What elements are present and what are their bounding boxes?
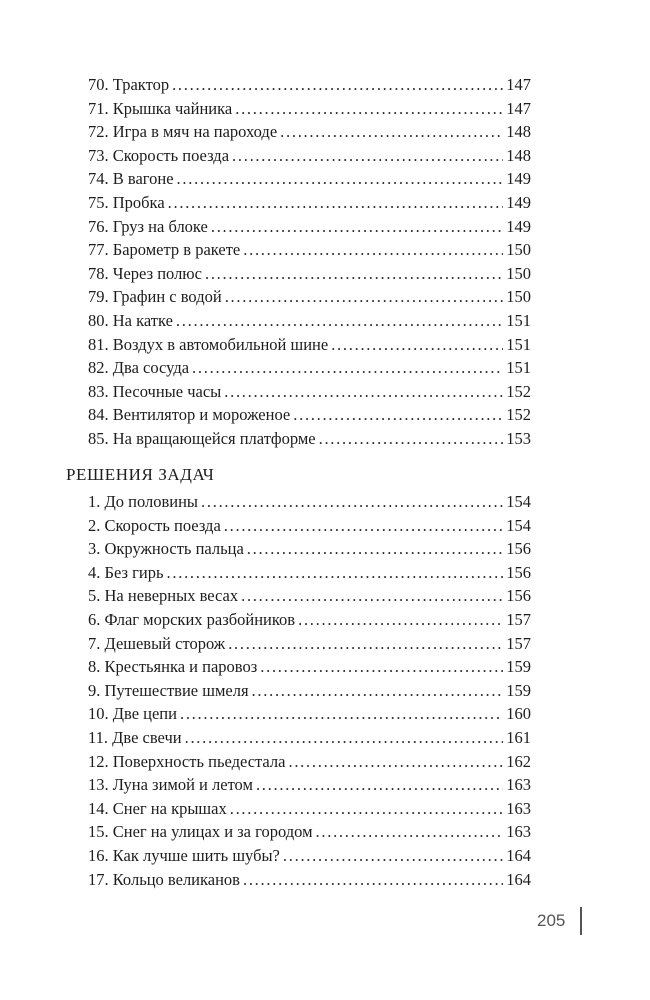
dot-leader	[260, 655, 503, 679]
toc-entry[interactable]	[88, 750, 531, 774]
toc-entry[interactable]	[88, 561, 531, 585]
toc-entry-page: 161	[506, 728, 531, 747]
toc-entry[interactable]	[88, 632, 531, 656]
toc-entry[interactable]	[88, 191, 531, 215]
section-heading: РЕШЕНИЯ ЗАДАЧ	[66, 465, 215, 484]
toc-entry-page: 164	[506, 869, 531, 889]
toc-entry-title: 8. Крестьянка и паровоз	[88, 657, 258, 677]
toc-entry-page: 156	[506, 539, 531, 559]
toc-entry[interactable]	[88, 403, 531, 427]
toc-entry[interactable]	[88, 380, 531, 404]
dot-leader	[293, 403, 503, 427]
toc-entry-page: 160	[506, 704, 531, 724]
toc-entry-page: 156	[506, 586, 531, 606]
toc-entry-page: 150	[506, 240, 531, 260]
toc-entry[interactable]	[88, 655, 531, 679]
toc-entry-page: 164	[506, 846, 531, 865]
toc-entry-page: 151	[506, 311, 531, 330]
dot-leader	[235, 97, 503, 121]
toc-entry[interactable]	[88, 262, 531, 286]
toc-entry-page: 152	[506, 405, 531, 425]
toc-entry-title: 81. Воздух в автомобильной шине	[88, 334, 329, 354]
toc-entry-page: 151	[506, 358, 531, 378]
toc-entry-page: 159	[506, 657, 531, 677]
dot-leader	[331, 333, 503, 357]
toc-entry-title: 83. Песочные часы	[88, 381, 222, 401]
toc-entry-title: 12. Поверхность пьедестала	[88, 751, 286, 771]
toc-entry-title: 5. На неверных весах	[88, 586, 239, 606]
toc-entry-title: 76. Груз на блоке	[88, 216, 208, 236]
toc-entry-title: 11. Две свечи	[88, 728, 182, 747]
toc-entry-page: 149	[506, 216, 531, 236]
toc-entry-page: 148	[506, 122, 531, 142]
toc-entry-title: 9. Путешествие шмеля	[88, 680, 249, 700]
dot-leader	[172, 73, 503, 97]
dot-leader	[280, 120, 503, 144]
page-number: 205	[537, 911, 566, 930]
toc-entry-page: 153	[506, 429, 531, 448]
toc-entry-title: 2. Скорость поезда	[88, 515, 221, 535]
dot-leader	[211, 215, 503, 239]
toc-entry-title: 17. Кольцо великанов	[88, 869, 240, 889]
toc-entry[interactable]	[88, 679, 531, 703]
toc-entry-page: 154	[506, 492, 531, 511]
toc-entry-page: 149	[506, 169, 531, 189]
toc-entry-title: 13. Луна зимой и летом	[88, 775, 253, 795]
toc-entry-title: 15. Снег на улицах и за городом	[88, 822, 313, 842]
toc-entry-page: 163	[506, 822, 531, 842]
toc-entry[interactable]	[88, 702, 531, 726]
dot-leader	[247, 537, 503, 561]
dot-leader	[230, 797, 504, 821]
toc-entry-page: 159	[506, 680, 531, 700]
dot-leader	[224, 514, 503, 538]
toc-entry[interactable]	[88, 490, 531, 514]
dot-leader	[243, 238, 503, 262]
toc-entry-page: 150	[506, 263, 531, 283]
dot-leader	[180, 702, 503, 726]
dot-leader	[176, 309, 503, 333]
toc-entry-title: 14. Снег на крышах	[88, 798, 227, 818]
toc-entry-page: 156	[506, 562, 531, 582]
toc-entry-title: 70. Трактор	[88, 75, 170, 94]
page-number-rule	[580, 907, 582, 935]
toc-entry-page: 147	[506, 98, 531, 118]
toc-entry-title: 75. Пробка	[88, 193, 165, 212]
toc-entry[interactable]	[88, 537, 531, 561]
toc-entry-title: 80. На катке	[88, 311, 173, 330]
dot-leader	[241, 584, 503, 608]
dot-leader	[205, 262, 503, 286]
toc-entry[interactable]	[88, 285, 531, 309]
toc-entry[interactable]	[88, 797, 531, 821]
toc-entry[interactable]	[88, 144, 531, 168]
dot-leader	[319, 427, 504, 451]
toc-entry-title: 7. Дешевый сторож	[88, 633, 226, 653]
toc-entry-page: 151	[506, 334, 531, 354]
toc-entry[interactable]	[88, 584, 531, 608]
toc-entry-title: 84. Вентилятор и мороженое	[88, 405, 291, 425]
toc-entry-page: 149	[506, 193, 531, 212]
dot-leader	[225, 285, 504, 309]
toc-entry[interactable]	[88, 868, 531, 892]
toc-entry-title: 78. Через полюс	[88, 263, 202, 283]
toc-entry[interactable]	[88, 120, 531, 144]
toc-entry[interactable]	[88, 844, 531, 868]
toc-entry[interactable]	[88, 97, 531, 121]
toc-entry-title: 10. Две цепи	[88, 704, 177, 724]
dot-leader	[256, 773, 503, 797]
toc-entry-title: 71. Крышка чайника	[88, 98, 233, 118]
toc-entry-page: 148	[506, 145, 531, 165]
toc-entry-page: 150	[506, 287, 531, 307]
toc-entry-page: 157	[506, 633, 531, 653]
toc-entry[interactable]	[88, 820, 531, 844]
toc-entry[interactable]	[88, 726, 531, 750]
dot-leader	[177, 167, 504, 191]
toc-entry-page: 154	[506, 515, 531, 535]
toc-entry-title: 16. Как лучше шить шубы?	[88, 846, 280, 865]
toc-entry-title: 4. Без гирь	[88, 562, 164, 582]
toc-entry-page: 152	[506, 381, 531, 401]
toc-entry[interactable]	[88, 73, 531, 97]
dot-leader	[243, 868, 503, 892]
toc-entry-title: 1. До половины	[88, 492, 199, 511]
dot-leader	[185, 726, 504, 750]
toc-entry-title: 85. На вращающейся платформе	[88, 429, 316, 448]
toc-entry[interactable]	[88, 333, 531, 357]
toc-entry-page: 147	[506, 75, 531, 94]
dot-leader	[232, 144, 503, 168]
dot-leader	[288, 750, 503, 774]
dot-leader	[252, 679, 504, 703]
toc-entry[interactable]	[88, 309, 531, 333]
toc-entry-page: 163	[506, 798, 531, 818]
toc-entry[interactable]	[88, 514, 531, 538]
toc-entry-title: 3. Окружность пальца	[88, 539, 244, 559]
toc-entry[interactable]	[88, 238, 531, 262]
toc-entry-page: 162	[506, 751, 531, 771]
toc-entry[interactable]	[88, 427, 531, 451]
toc-entry-title: 74. В вагоне	[88, 169, 174, 189]
dot-leader	[168, 191, 504, 215]
toc-entry-title: 72. Игра в мяч на пароходе	[88, 122, 278, 142]
toc-entry-title: 79. Графин с водой	[88, 287, 222, 307]
toc-entry-title: 77. Барометр в ракете	[88, 240, 241, 260]
toc-entry-page: 157	[506, 610, 531, 629]
dot-leader	[224, 380, 503, 404]
dot-leader	[201, 490, 503, 514]
toc-entry-title: 82. Два сосуда	[88, 358, 190, 378]
toc-entry[interactable]	[88, 608, 531, 632]
dot-leader	[298, 608, 503, 632]
toc-entry[interactable]	[88, 167, 531, 191]
dot-leader	[167, 561, 504, 585]
dot-leader	[228, 632, 503, 656]
toc-entry-title: 6. Флаг морских разбойников	[88, 610, 296, 629]
dot-leader	[316, 820, 504, 844]
toc-entry-page: 163	[506, 775, 531, 795]
toc-entry-title: 73. Скорость поезда	[88, 145, 230, 165]
toc-entry[interactable]	[88, 356, 531, 380]
dot-leader	[283, 844, 503, 868]
toc-entry[interactable]	[88, 215, 531, 239]
dot-leader	[192, 356, 503, 380]
toc-entry[interactable]	[88, 773, 531, 797]
